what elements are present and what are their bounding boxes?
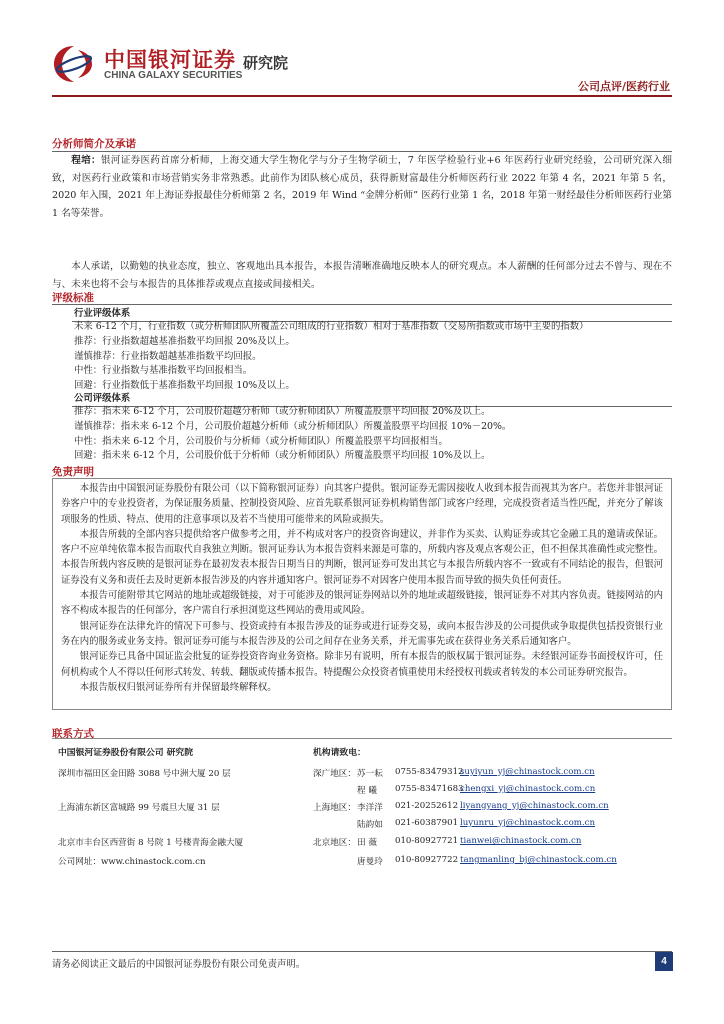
contact-region: 上海地区： [313, 803, 356, 813]
contact-name: 苏一耘 [357, 769, 383, 779]
contact-name: 李洋洋 [357, 803, 383, 813]
analyst-bio [52, 152, 672, 222]
disclaimer-paragraph: 银河证券在法律允许的情况下可参与、投资或持有本报告涉及的证券或进行证券交易，或向本报告涉及的公司提供或争取提供包括投资银行业务在内的服务或业务支持。银河证券可能与本报告涉及的公司之间存在业务关系，并无需事先或在获得业务关系后通知客户。 [61, 620, 663, 647]
contact-region: 北京地区： [313, 838, 356, 848]
contact-phone: 010-80927722 [395, 855, 459, 865]
analyst-name: 程培： [71, 155, 101, 166]
contact-name: 陆韵如 [357, 820, 383, 830]
industry-rating-line: 回避：行业指数低于基准指数平均回报 10%及以上。 [74, 380, 295, 392]
contact-section-title: 联系方式 [52, 728, 94, 740]
rating-section-title: 评级标准 [52, 292, 94, 304]
disclaimer-paragraph: 本报告由中国银河证券股份有限公司（以下简称银河证券）向其客户提供。银河证券无需因接收人收到本报告而视其为客户。若您并非银河证券客户中的专业投资者，为保证服务质量、控制投资风险、应首先联系银河证券机构销售部门或客户经理，完成投资者适当性匹配，并充分了解该项服务的性质、特点、使用的注意事项以及若不当使用可能带来的风险或损失。 [61, 483, 663, 525]
company-rating-line: 回避：指未来 6-12 个月，公司股价低于分析师（或分析师团队）所覆盖股票平均回报 10%及以上。 [74, 450, 491, 462]
contact-company: 中国银河证券股份有限公司 研究院 [58, 748, 194, 758]
industry-rating-list [74, 320, 589, 394]
rating-section-rule [52, 304, 672, 305]
contact-region: 深广地区： [313, 769, 356, 779]
footer-rule [52, 951, 672, 952]
disclaimer-section-title: 免责声明 [52, 466, 94, 478]
company-name-cn: 中国银河证券 [104, 48, 236, 72]
disclaimer-paragraph: 本报告可能附带其它网站的地址或超级链接，对于可能涉及的银河证券网站以外的地址或超级链接，银河证券不对其内容负责。链接网站的内容不构成本报告的任何部分，客户需自行承担浏览这些网站的费用或风险。 [61, 590, 663, 617]
industry-rating-line: 谨慎推荐：行业指数超越基准指数平均回报。 [74, 350, 262, 362]
institute-label: 研究院 [243, 54, 289, 72]
company-website[interactable]: 公司网址：www.chinastock.com.cn [58, 857, 206, 867]
report-type: 公司点评/医药行业 [577, 80, 670, 93]
footer-disclaimer: 请务必阅读正文最后的中国银河证券股份有限公司免责声明。 [52, 959, 306, 970]
analyst-bio-text: 银河证券医药首席分析师，上海交通大学生物化学与分子生物学硕士，7 年医学检验行业+6 年医药行业研究经验，公司研究深入细致，对医药行业政策和市场营销实务非常熟悉。此前作为团队核心成员，获得新财富最佳分析师医药行业 2022 年第 4 名，2021 年第 5 名，2020 年入围，2021 年上海证券报最佳分析师第 2 名，2019 年 Wind “金牌分析师” 医药行业第 1 名，2018 年第一财经最佳分析师医药行业第 1 名等荣誉。 [52, 155, 673, 219]
contact-institution-title: 机构请致电： [313, 748, 366, 758]
disclaimer-paragraph: 银河证券已具备中国证监会批复的证券投资咨询业务资格。除非另有说明，所有本报告的版权属于银河证券。未经银河证券书面授权许可，任何机构或个人不得以任何形式转发、转载、翻版或传播本报告。特提醒公众投资者慎重使用未经授权刊载或者转发的本公司证券研究报告。 [61, 651, 663, 678]
analyst-commitment: 本人承诺，以勤勉的执业态度，独立、客观地出具本报告，本报告清晰准确地反映本人的研究观点。本人薪酬的任何部分过去不曾与、现在不与、未来也将不会与本报告的具体推荐或观点直接或间接相关。 [52, 261, 672, 290]
disclaimer-paragraph: 本报告所载的全部内容只提供给客户做参考之用，并不构成对客户的投资咨询建议，并非作为买卖、认购证券或其它金融工具的邀请或保证。客户不应单纯依靠本报告而取代自我独立判断。银河证券认为本报告资料来源是可靠的，所载内容及观点客观公正，但不担保其准确性或完整性。本报告所载内容反映的是银河证券在最初发表本报告日期当日的判断，银河证券可发出其它与本报告所载内容不一致或有不同结论的报告，但银河证券没有义务和责任去及时更新本报告涉及的内容并通知客户。银河证券不对因客户使用本报告而导致的损失负任何责任。 [61, 528, 663, 586]
contact-name: 唐曼玲 [357, 857, 383, 867]
contact-name: 程 曦 [357, 786, 377, 796]
analyst-section-title: 分析师简介及承诺 [52, 138, 136, 150]
disclaimer-box [52, 478, 672, 710]
contact-email[interactable]: chengxi_yj@chinastock.com.cn [460, 784, 596, 794]
industry-rating-line: 未来 6-12 个月，行业指数（或分析师团队所覆盖公司组成的行业指数）相对于基准指数（交易所指数或市场中主要的指数） [74, 321, 589, 332]
company-rating-title: 公司评级体系 [74, 393, 131, 404]
industry-rating-line: 中性：行业指数与基准指数平均回报相当。 [74, 365, 253, 377]
contact-email[interactable]: luyunru_yj@chinastock.com.cn [460, 818, 596, 828]
contact-phone: 010-80927721 [395, 836, 459, 846]
contact-phone: 021-20252612 [395, 801, 459, 811]
header-rule [52, 95, 672, 97]
address-shenzhen: 深圳市福田区金田路 3088 号中洲大厦 20 层 [58, 769, 231, 779]
address-shanghai: 上海浦东新区富城路 99 号震旦大厦 31 层 [58, 803, 220, 813]
address-beijing: 北京市丰台区西营街 8 号院 1 号楼青海金融大厦 [58, 838, 244, 848]
contact-name: 田 薇 [357, 838, 377, 848]
contact-phone: 0755-83479312 [395, 767, 464, 777]
contact-phone: 0755-83471683 [395, 784, 464, 794]
company-rating-line: 推荐：指未来 6-12 个月，公司股价超越分析师（或分析师团队）所覆盖股票平均回报 20%及以上。 [74, 406, 491, 417]
industry-rating-line: 推荐：行业指数超越基准指数平均回报 20%及以上。 [74, 335, 295, 347]
contact-email[interactable]: tianwei@chinastock.com.cn [460, 836, 582, 846]
company-rating-line: 谨慎推荐：指未来 6-12 个月，公司股价超越分析师（或分析师团队）所覆盖股票平均回报 10%－20%。 [74, 420, 512, 432]
contact-email[interactable]: suyiyun_yj@chinastock.com.cn [460, 767, 595, 777]
company-rating-list [74, 405, 511, 464]
industry-rating-title: 行业评级体系 [74, 308, 131, 319]
page-number: 4 [655, 952, 673, 971]
galaxy-logo-icon [52, 44, 96, 84]
contact-phone: 021-60387901 [395, 818, 459, 828]
disclaimer-paragraph: 本报告版权归银河证券所有并保留最终解释权。 [79, 681, 277, 693]
contact-email[interactable]: liyangyang_yj@chinastock.com.cn [460, 801, 609, 811]
company-rating-line: 中性：指未来 6-12 个月，公司股价与分析师（或分析师团队）所覆盖股票平均回报相当。 [74, 435, 448, 447]
company-name-en: CHINA GALAXY SECURITIES [104, 70, 243, 81]
contact-email[interactable]: tangmanling_bj@chinastock.com.cn [460, 855, 617, 865]
